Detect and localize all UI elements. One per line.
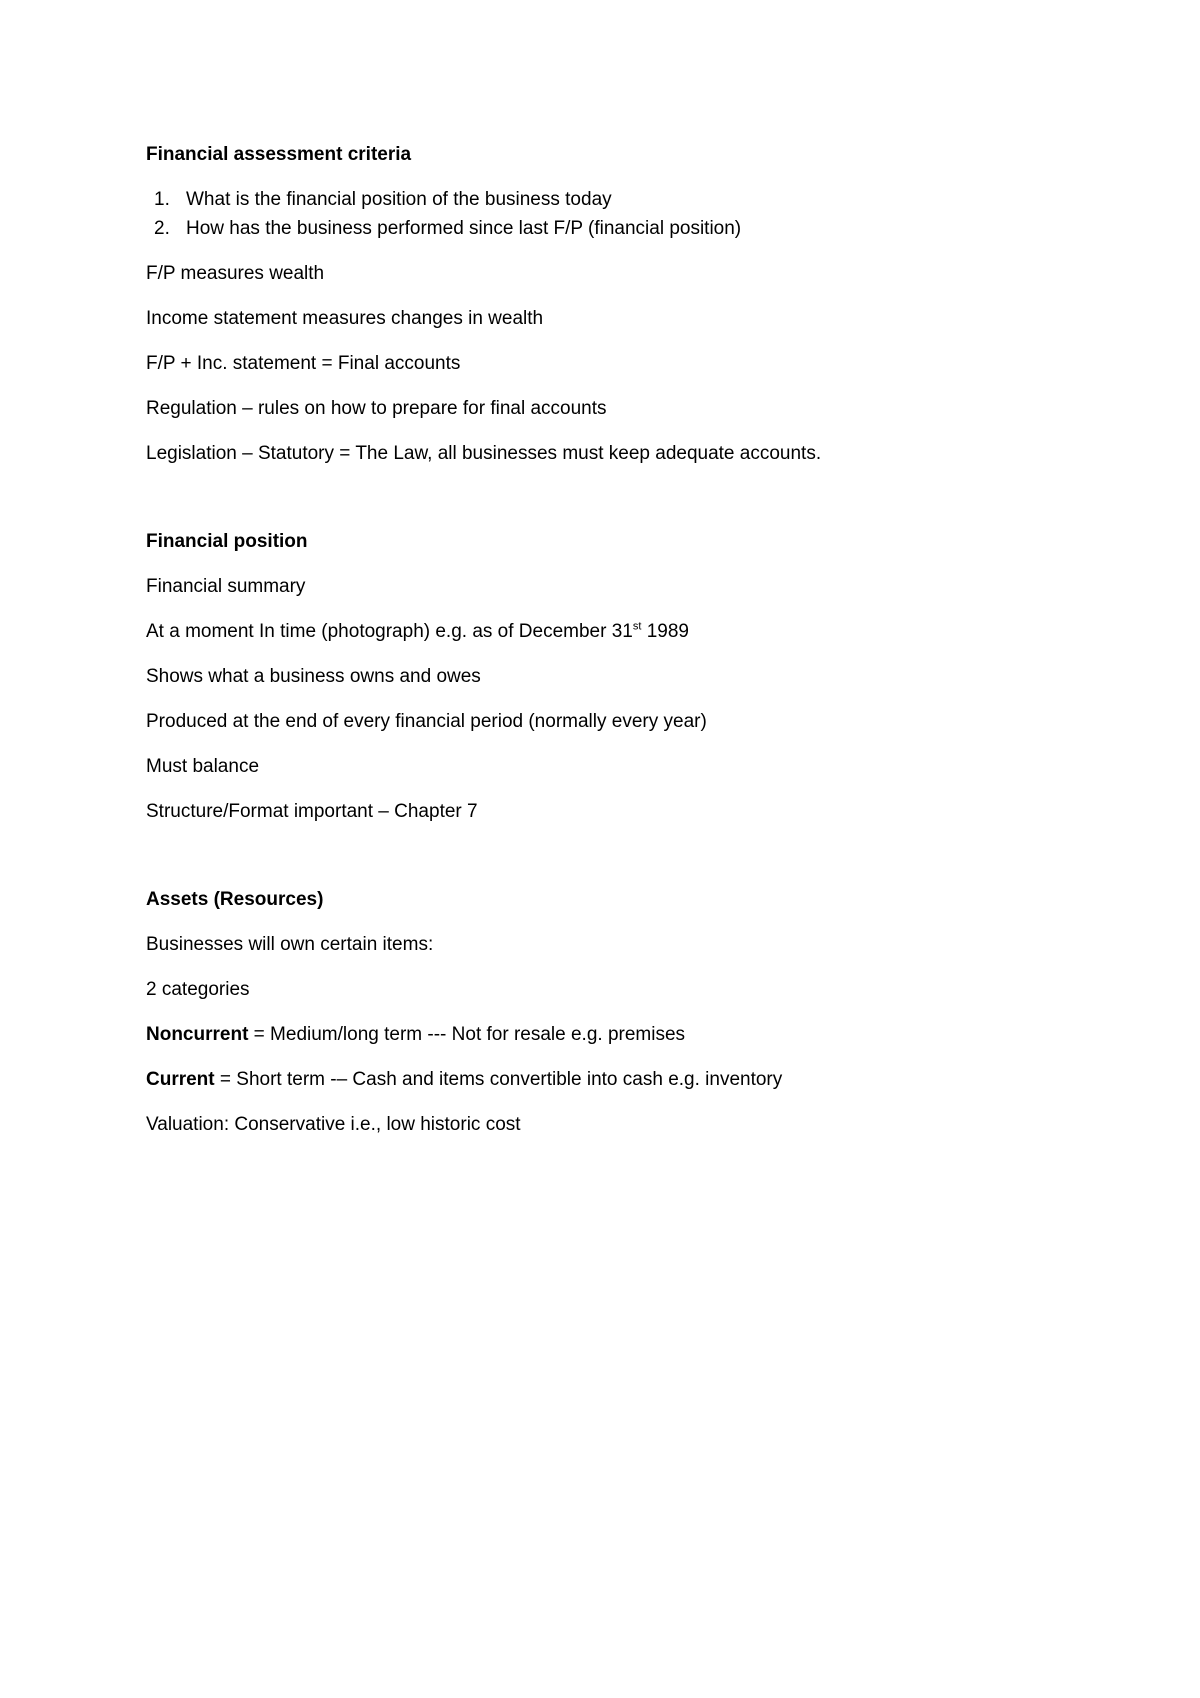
text-line: Financial summary — [146, 576, 306, 597]
document-body — [146, 143, 1096, 1158]
heading-assets: Assets (Resources) — [146, 889, 324, 910]
text-line: F/P + Inc. statement = Final accounts — [146, 353, 461, 374]
list-item: 1. What is the financial position of the business today — [154, 189, 612, 210]
heading-financial-assessment: Financial assessment criteria — [146, 144, 412, 165]
text-line: Income statement measures changes in wealth — [146, 308, 544, 329]
text-line-moment: At a moment In time (photograph) e.g. as of December 31st 1989 — [146, 620, 689, 642]
list-item: 2. How has the business performed since last F/P (financial position) — [154, 218, 742, 239]
text-line: 2 categories — [146, 979, 250, 1000]
text-line: Structure/Format important – Chapter 7 — [146, 801, 478, 822]
text-line: Valuation: Conservative i.e., low historic cost — [146, 1114, 521, 1135]
text-line: Regulation – rules on how to prepare for final accounts — [146, 398, 607, 419]
text-line: Shows what a business owns and owes — [146, 666, 481, 687]
section-gap — [146, 487, 1096, 530]
heading-financial-position: Financial position — [146, 531, 308, 552]
text-line: Legislation – Statutory = The Law, all businesses must keep adequate accounts. — [146, 443, 822, 464]
text-line: Must balance — [146, 756, 260, 777]
section-gap — [146, 845, 1096, 888]
text-line: F/P measures wealth — [146, 263, 325, 284]
text-line: Businesses will own certain items: — [146, 934, 434, 955]
text-line-noncurrent: Noncurrent = Medium/long term --- Not for resale e.g. premises — [146, 1024, 686, 1045]
criteria-list — [146, 188, 1096, 241]
text-line-current: Current = Short term -– Cash and items convertible into cash e.g. inventory — [146, 1069, 783, 1090]
text-line: Produced at the end of every financial period (normally every year) — [146, 711, 707, 732]
